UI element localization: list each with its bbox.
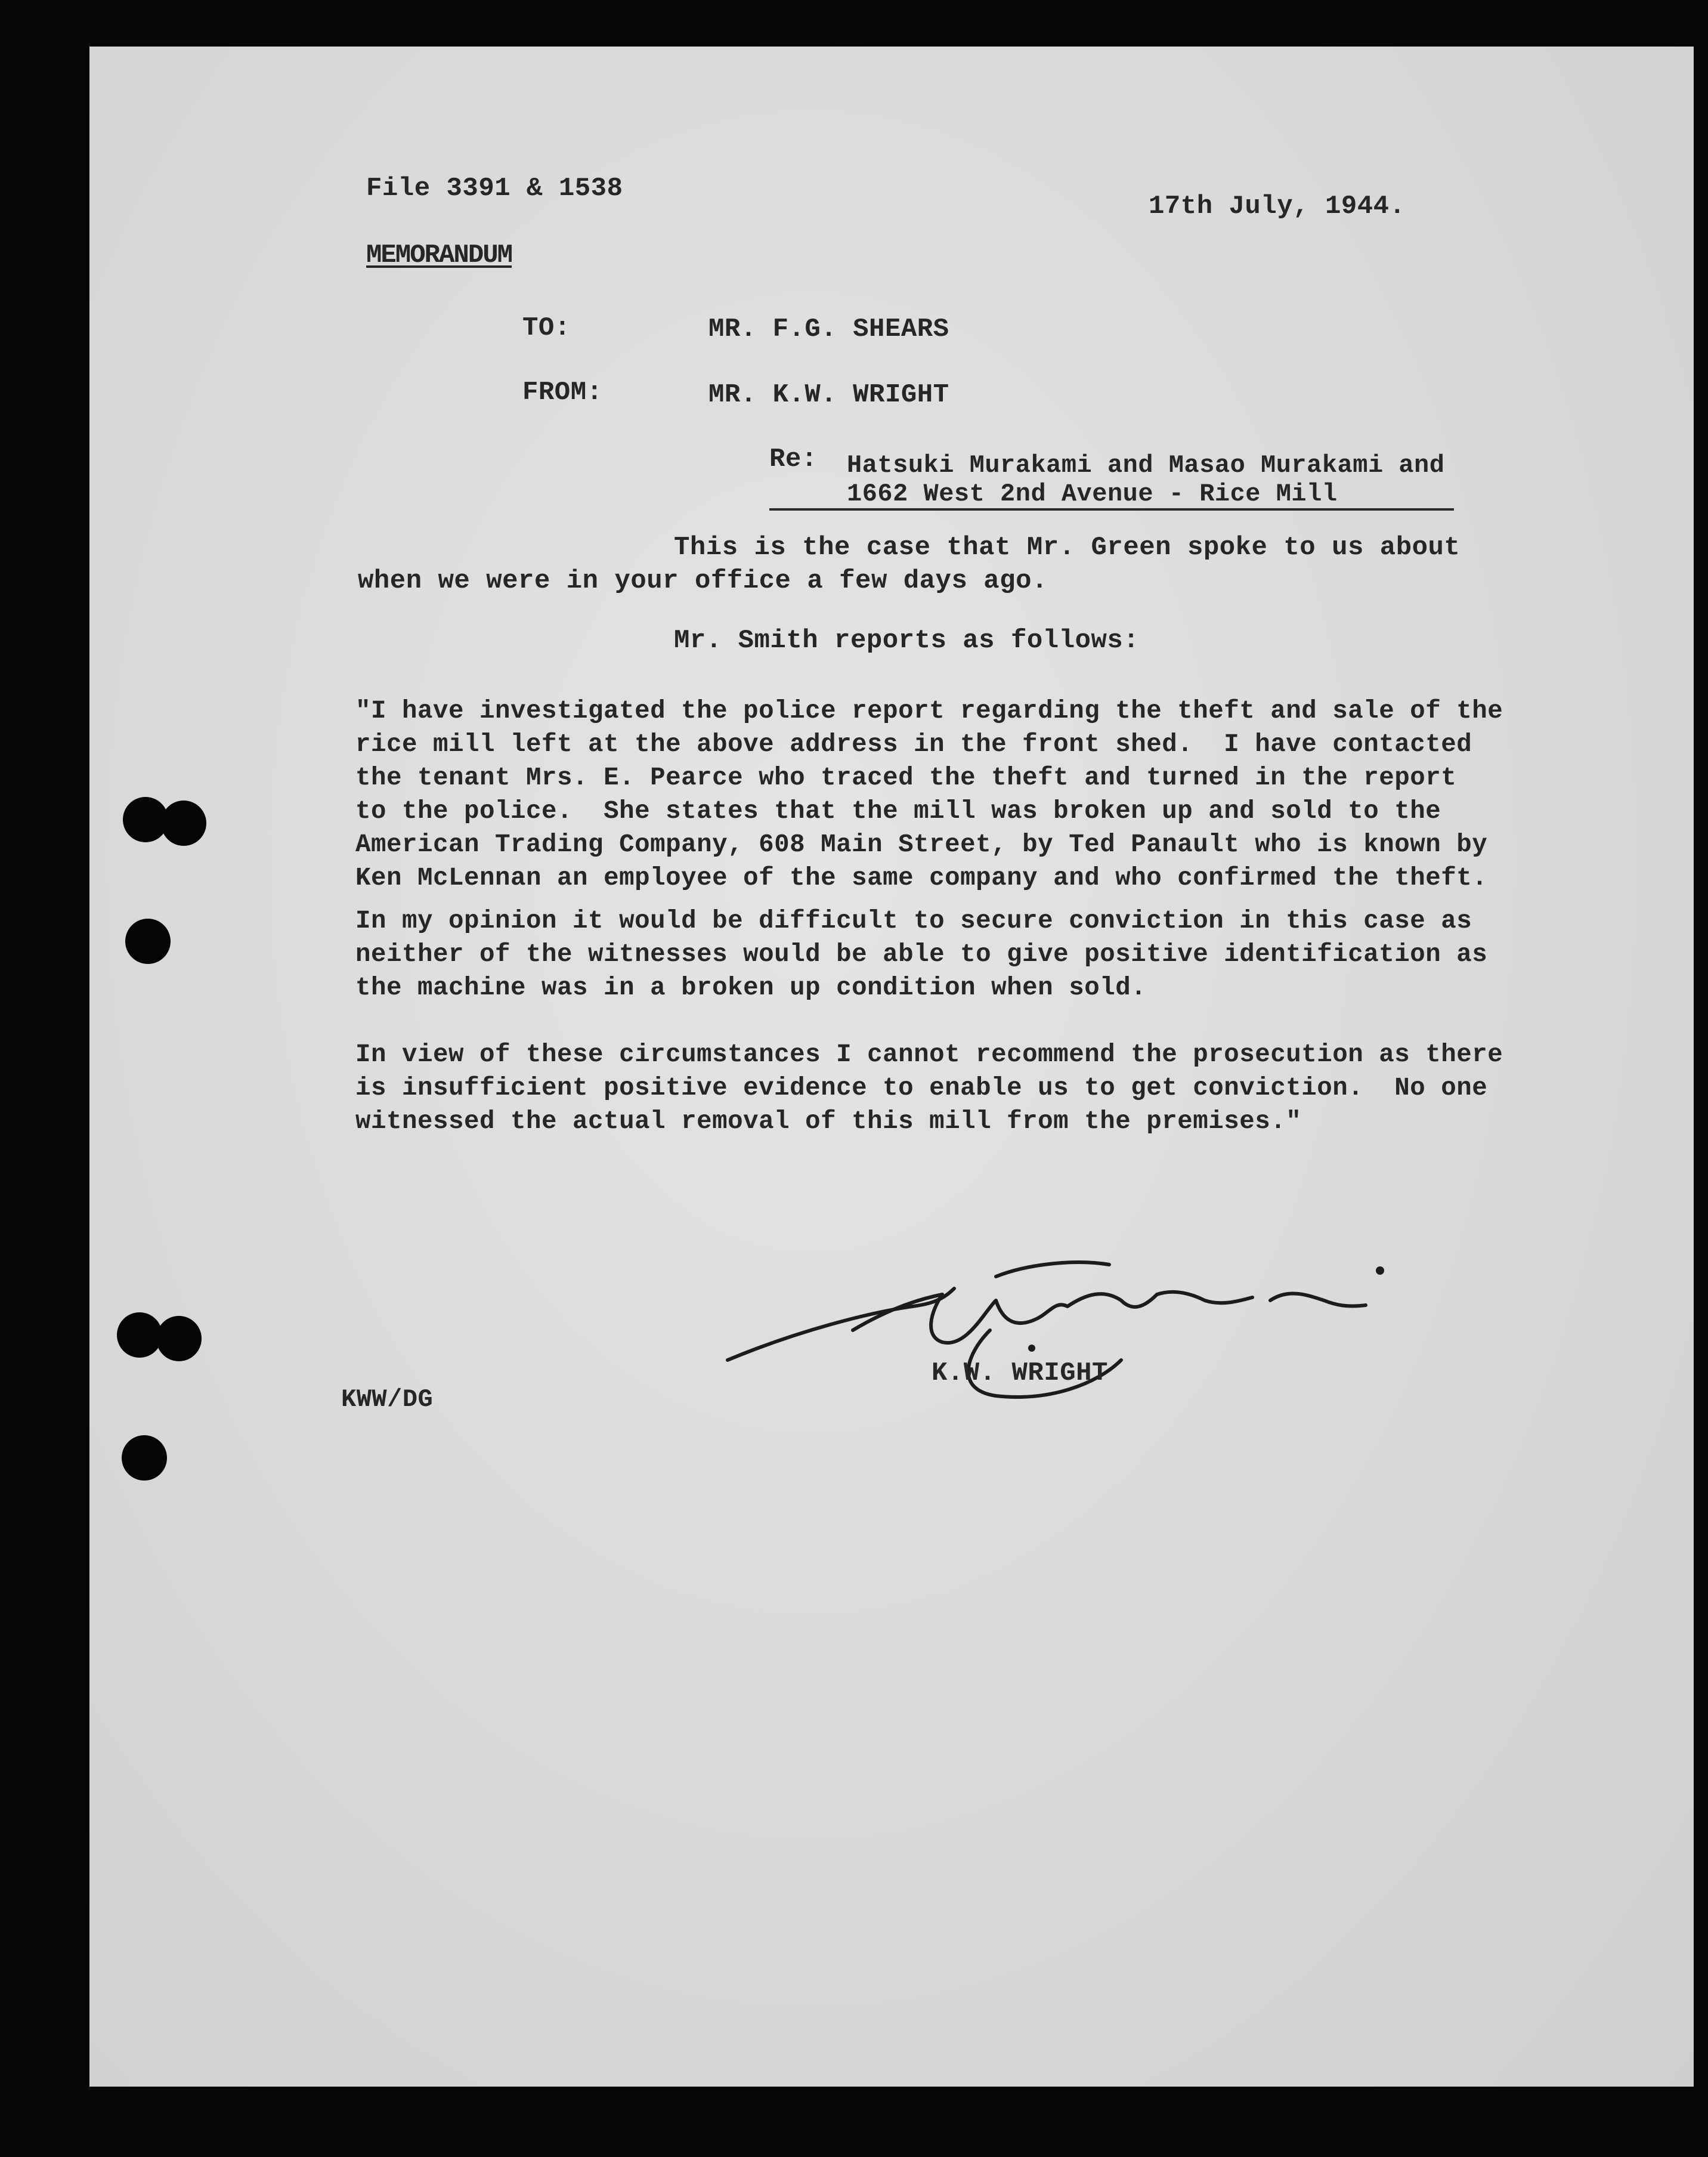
punch-hole <box>125 919 171 964</box>
quote-line: the tenant Mrs. E. Pearce who traced the theft and turned in the report <box>355 764 1457 792</box>
quote-line: rice mill left at the above address in the front shed. I have contacted <box>355 730 1472 759</box>
to-label: TO: <box>522 313 571 343</box>
quote-line: the machine was in a broken up condition when sold. <box>355 974 1147 1002</box>
punch-hole <box>161 801 206 846</box>
from-label: FROM: <box>522 378 603 407</box>
intro-line: This is the case that Mr. Green spoke to us about <box>674 533 1461 563</box>
quote-paragraph-3 <box>355 1038 1503 1138</box>
quote-line: "I have investigated the police report regarding the theft and sale of the <box>355 697 1503 725</box>
quote-paragraph-1 <box>355 694 1503 895</box>
punch-hole <box>156 1316 202 1361</box>
re-underline <box>769 508 1454 511</box>
punch-hole <box>117 1312 162 1358</box>
quote-line: to the police. She states that the mill was broken up and sold to the <box>355 797 1441 826</box>
re-subject-line-2: 1662 West 2nd Avenue - Rice Mill <box>847 480 1338 508</box>
intro-line: when we were in your office a few days ago. <box>358 566 1048 596</box>
handwritten-signature <box>716 1241 1467 1420</box>
quote-line: In view of these circumstances I cannot recommend the prosecution as there <box>355 1040 1503 1069</box>
reports-line: Mr. Smith reports as follows: <box>674 626 1140 656</box>
quote-line: In my opinion it would be difficult to secure conviction in this case as <box>355 907 1472 935</box>
to-recipient: MR. F.G. SHEARS <box>708 314 949 344</box>
re-label: Re: <box>769 444 818 474</box>
memo-heading: MEMORANDUM <box>366 240 512 270</box>
quote-line: is insufficient positive evidence to enable us to get conviction. No one <box>355 1074 1488 1102</box>
file-reference: File 3391 & 1538 <box>366 174 623 203</box>
signatory-name: K.W. WRIGHT <box>932 1358 1108 1388</box>
punch-hole <box>122 1435 167 1481</box>
intro-paragraph <box>358 531 1460 598</box>
quote-line: Ken McLennan an employee of the same company and who confirmed the theft. <box>355 864 1488 892</box>
quote-paragraph-2 <box>355 904 1487 1005</box>
from-sender: MR. K.W. WRIGHT <box>708 380 949 410</box>
quote-line: witnessed the actual removal of this mill from the premises." <box>355 1107 1302 1136</box>
memo-date: 17th July, 1944. <box>1149 191 1406 221</box>
typist-initials: KWW/DG <box>341 1385 434 1414</box>
quote-line: neither of the witnesses would be able to give positive identification as <box>355 940 1488 969</box>
quote-line: American Trading Company, 608 Main Street, by Ted Panault who is known by <box>355 830 1488 859</box>
re-subject-line-1: Hatsuki Murakami and Masao Murakami and <box>847 451 1445 480</box>
